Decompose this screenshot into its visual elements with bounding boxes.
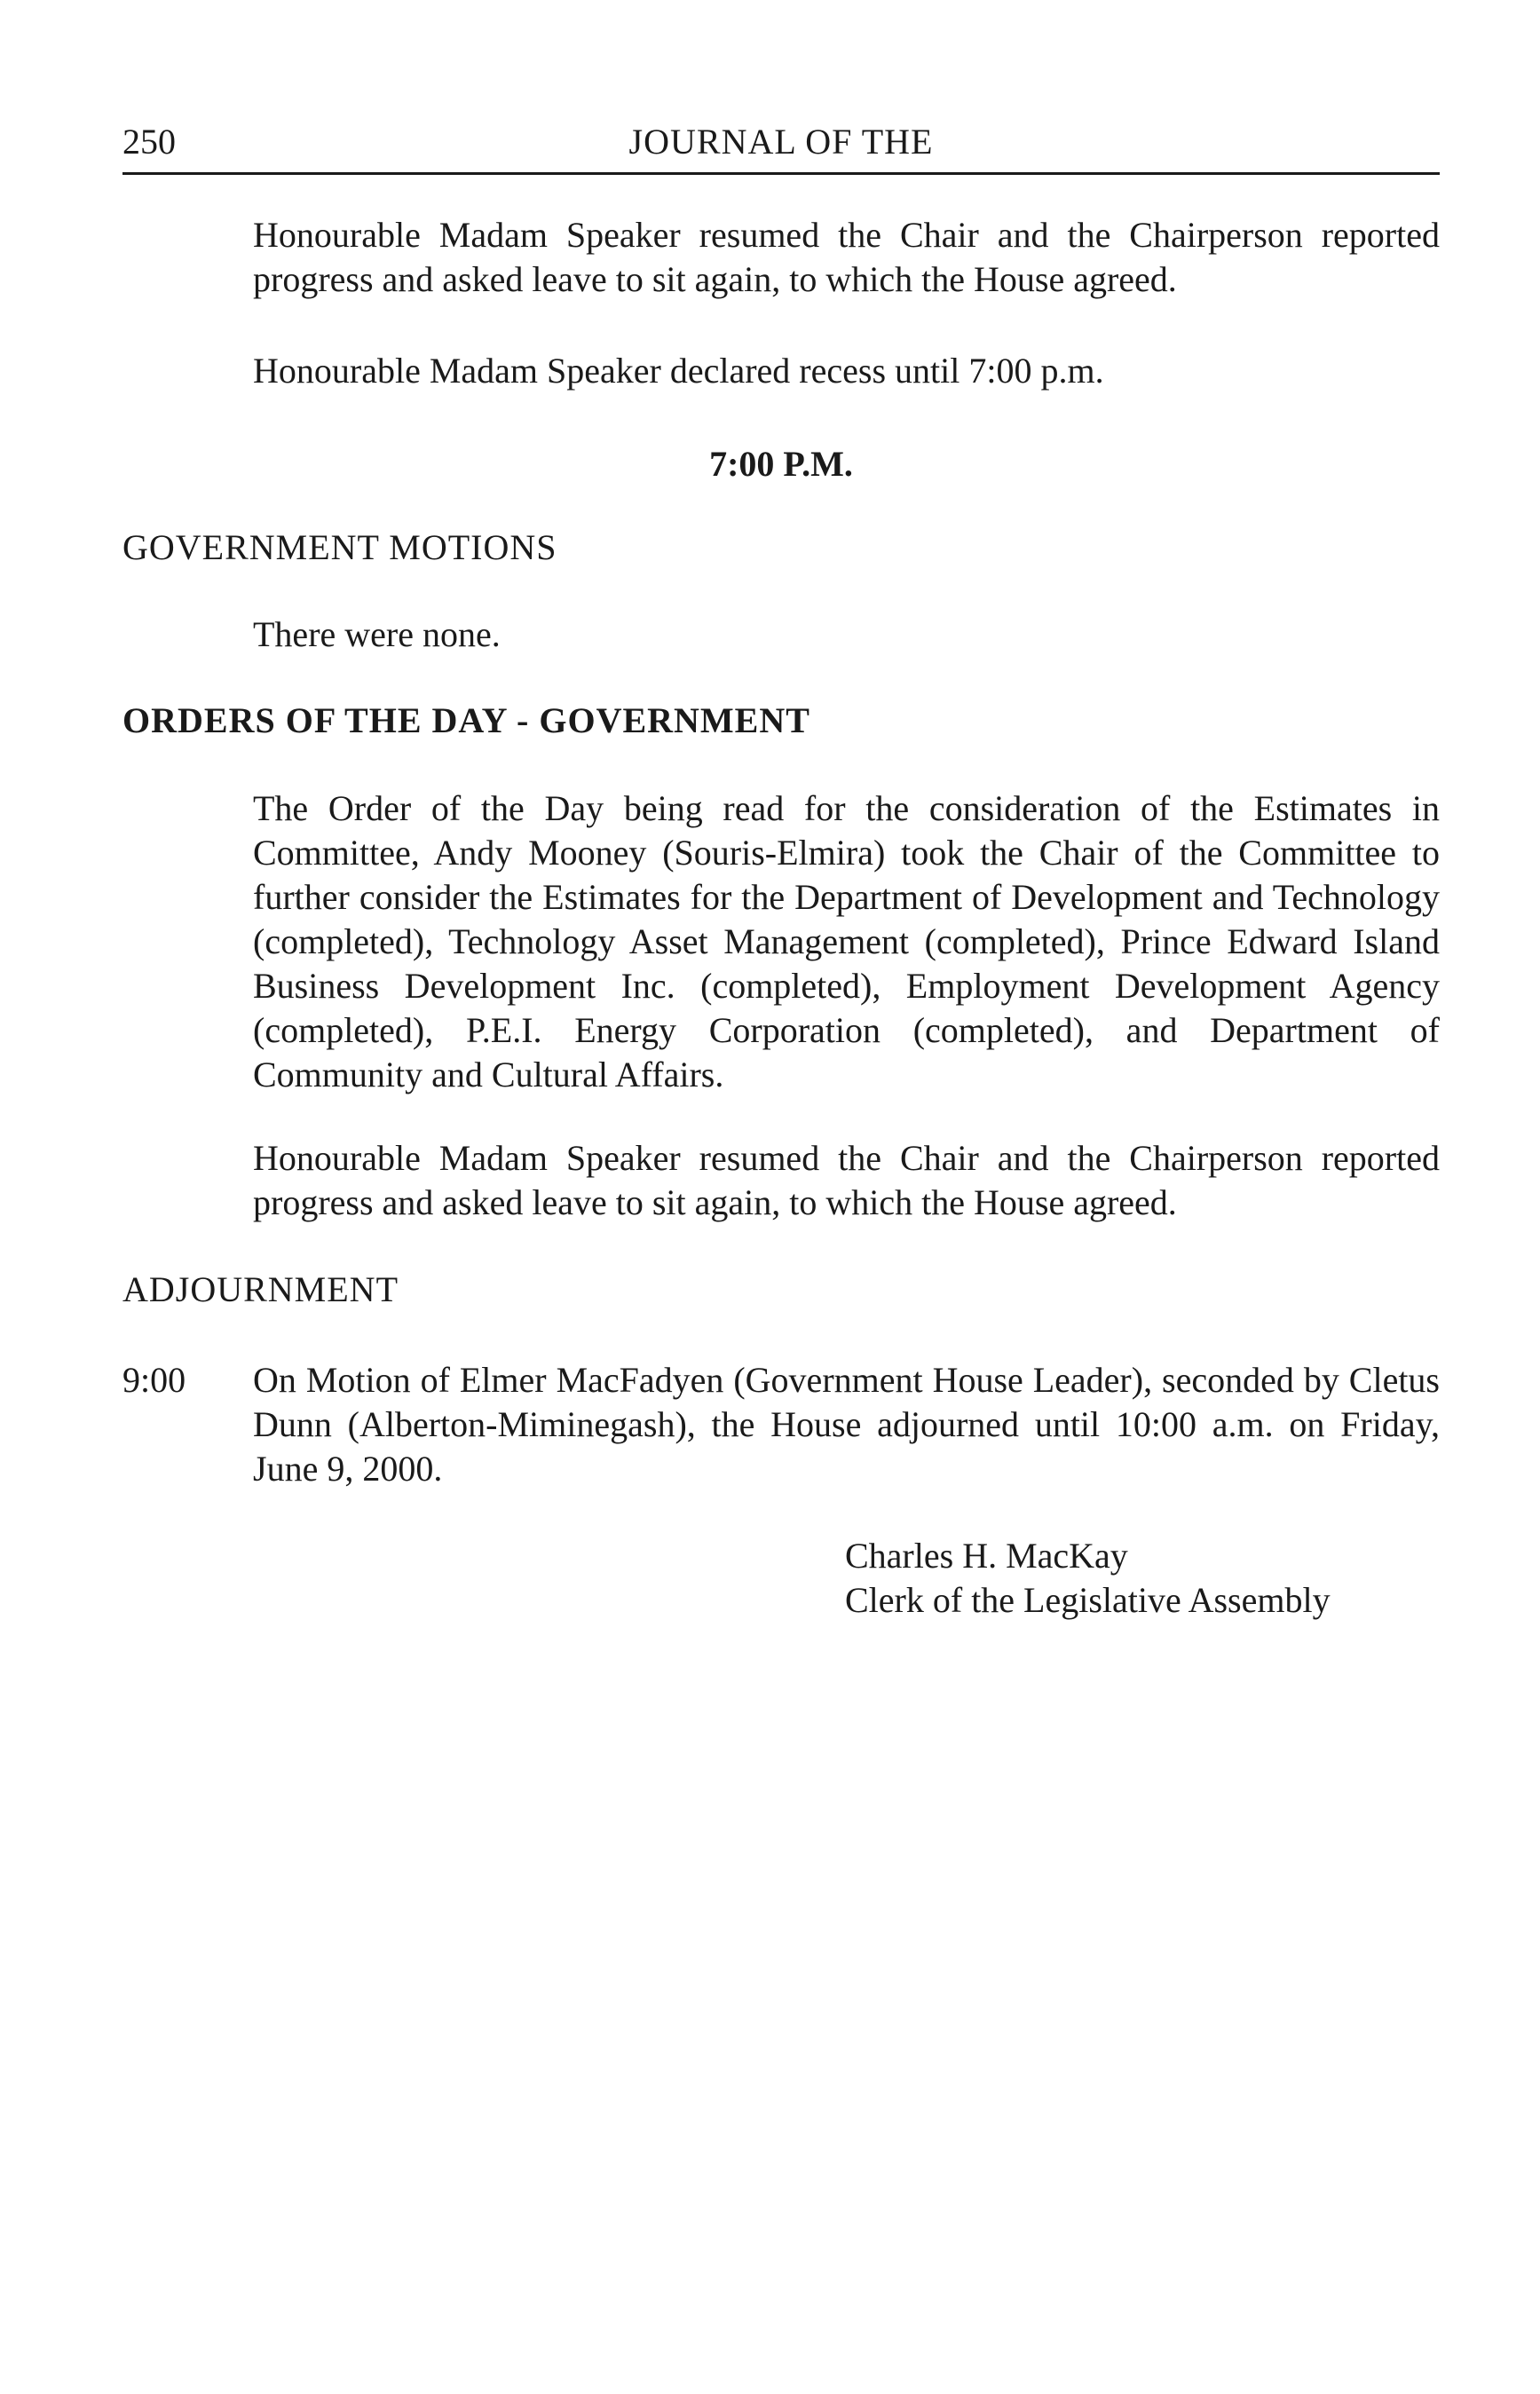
heading-government-motions: GOVERNMENT MOTIONS xyxy=(122,527,557,567)
paragraph-orders-of-the-day: The Order of the Day being read for the consideration of the Estimates in Committee, Andy Mooney (Souris-Elmira) took the Chair of the Committee to further consider the Estimates for the Department of Development and Technology (completed), Technology Asset Management (completed), Prince Edward Island Business Development Inc. (completed), Employment Development Agency (completed), P.E.I. Energy Corporation (completed), and Department of Community and Cultural Affairs. xyxy=(253,788,1440,1094)
signature-block xyxy=(845,1534,1331,1623)
page-number: 250 xyxy=(122,122,176,162)
heading-adjournment: ADJOURNMENT xyxy=(122,1269,399,1309)
paragraph-none: There were none. xyxy=(253,614,501,654)
paragraph-recess: Honourable Madam Speaker declared recess until 7:00 p.m. xyxy=(253,351,1104,391)
signature-title: Clerk of the Legislative Assembly xyxy=(845,1580,1331,1620)
paragraph-adjournment: On Motion of Elmer MacFadyen (Government House Leader), seconded by Cletus Dunn (Alberton-Miminegash), the House adjourned until 10:00 a.m. on Friday, June 9, 2000. xyxy=(253,1360,1440,1489)
journal-title: JOURNAL OF THE xyxy=(628,122,934,162)
time-heading-7pm: 7:00 P.M. xyxy=(709,444,853,484)
heading-orders-of-the-day: ORDERS OF THE DAY - GOVERNMENT xyxy=(122,700,810,740)
signature-name: Charles H. MacKay xyxy=(845,1536,1128,1576)
paragraph-speaker-resumed-1: Honourable Madam Speaker resumed the Chair and the Chairperson reported progress and asked leave to sit again, to which the House agreed. xyxy=(253,215,1440,299)
adjournment-time: 9:00 xyxy=(122,1360,186,1400)
paragraph-speaker-resumed-2: Honourable Madam Speaker resumed the Chair and the Chairperson reported progress and asked leave to sit again, to which the House agreed. xyxy=(253,1138,1440,1222)
running-head xyxy=(122,119,1440,175)
